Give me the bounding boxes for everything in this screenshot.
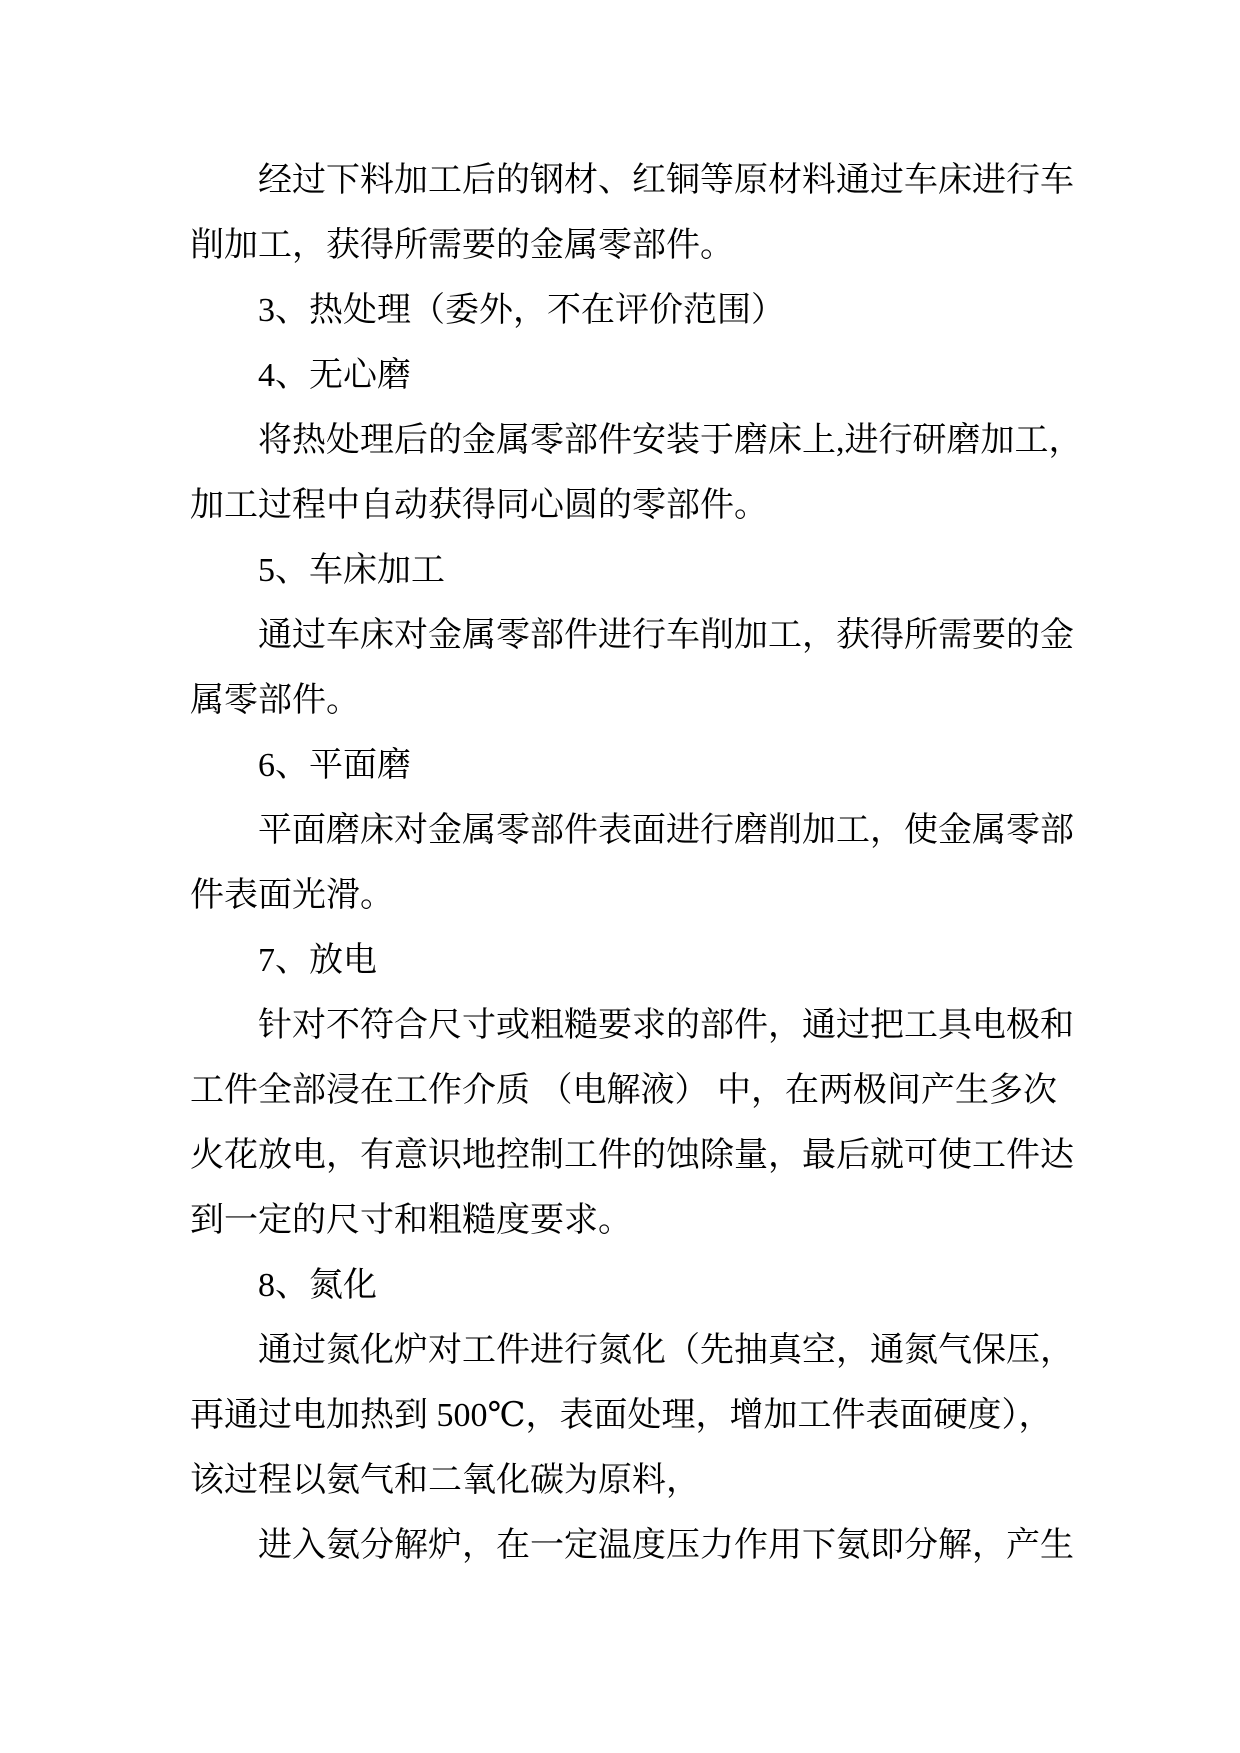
text-line: 3、热处理（委外，不在评价范围） — [258, 292, 785, 329]
text-line: 4、无心磨 — [258, 357, 411, 394]
text-line: 加工过程中自动获得同心圆的零部件。 — [190, 487, 768, 524]
text-line: 7、放电 — [258, 942, 377, 979]
text-line: 针对不符合尺寸或粗糙要求的部件，通过把工具电极和 — [258, 1007, 1074, 1044]
text-line: 进入氨分解炉，在一定温度压力作用下氨即分解，产生 — [258, 1527, 1074, 1564]
text-line: 工件全部浸在工作介质 （电解液） 中，在两极间产生多次 — [190, 1072, 1057, 1109]
text-line: 到一定的尺寸和粗糙度要求。 — [190, 1202, 632, 1239]
text-line: 经过下料加工后的钢材、红铜等原材料通过车床进行车 — [258, 162, 1074, 199]
text-line: 5、车床加工 — [258, 552, 445, 589]
text-line: 该过程以氨气和二氧化碳为原料， — [190, 1462, 700, 1499]
text-line: 6、平面磨 — [258, 747, 411, 784]
document-body — [190, 148, 1083, 1578]
text-line: 通过氮化炉对工件进行氮化（先抽真空，通氮气保压， — [258, 1332, 1074, 1369]
text-line: 将热处理后的金属零部件安装于磨床上,进行研磨加工， — [258, 422, 1083, 459]
text-line: 平面磨床对金属零部件表面进行磨削加工，使金属零部 — [258, 812, 1074, 849]
text-line: 火花放电，有意识地控制工件的蚀除量，最后就可使工件达 — [190, 1137, 1074, 1174]
text-line: 通过车床对金属零部件进行车削加工，获得所需要的金 — [258, 617, 1074, 654]
text-line: 属零部件。 — [190, 682, 360, 719]
text-line: 件表面光滑。 — [190, 877, 394, 914]
text-line: 再通过电加热到 500℃，表面处理，增加工件表面硬度）， — [190, 1397, 1053, 1434]
text-line: 削加工，获得所需要的金属零部件。 — [190, 227, 734, 264]
text-line: 8、氮化 — [258, 1267, 377, 1304]
